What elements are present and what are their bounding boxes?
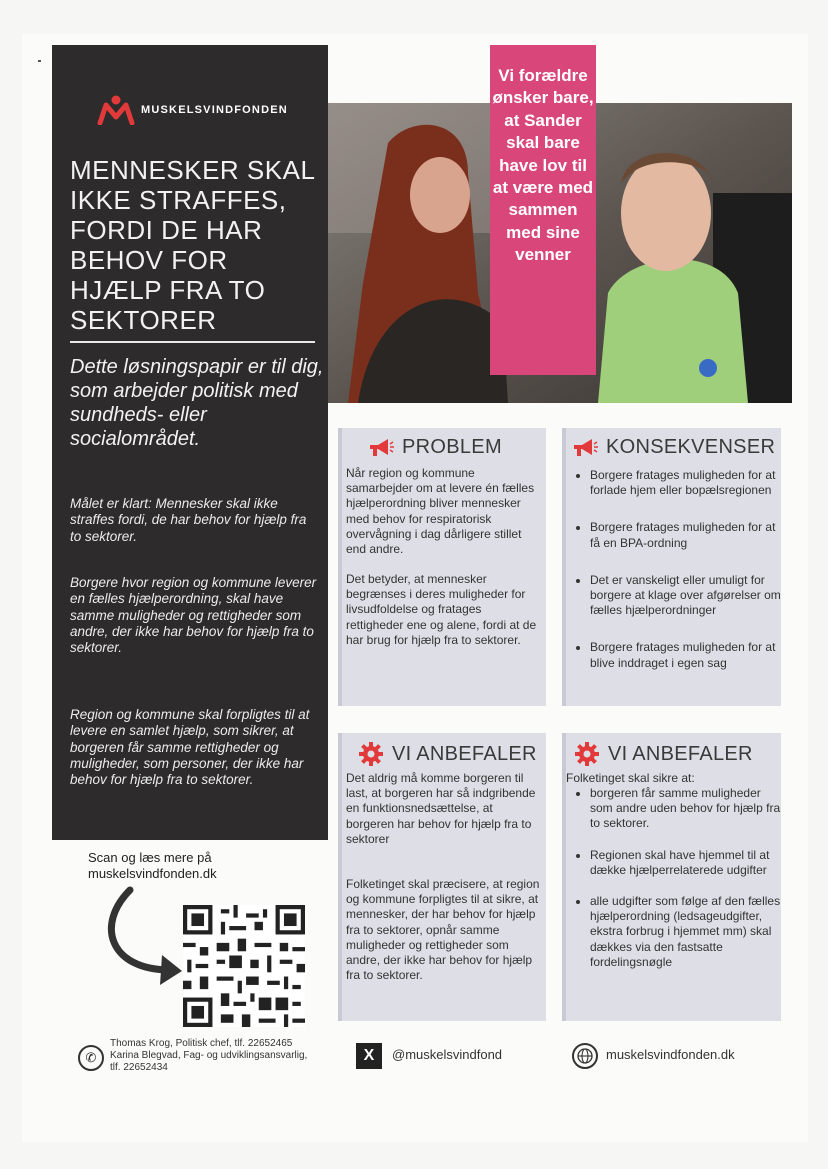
recommend-2-list [572, 786, 786, 970]
contact-line-2: Karina Blegvad, Fag- og udviklingsansvarlig, [110, 1050, 308, 1061]
phone-icon: ✆ [78, 1045, 104, 1071]
problem-title: PROBLEM [402, 436, 502, 458]
contact-line-1: Thomas Krog, Politisk chef, tlf. 22652465 [110, 1038, 293, 1049]
curved-arrow-icon [100, 885, 190, 995]
list-item: • borgeren får samme muligheder som andre uden behov for hjælp fra to sektorer. [590, 786, 786, 832]
contact-line-3: tlf. 22652434 [110, 1062, 168, 1073]
list-item: • Borgere fratages muligheden for at få en BPA-ordning [590, 520, 786, 550]
page-title: MENNESKER SKAL IKKE STRAFFES, FORDI DE HAR BEHOV FOR HJÆLP FRA TO SEKTORER [70, 155, 315, 335]
globe-icon [572, 1043, 598, 1069]
gear-icon [574, 741, 600, 767]
scan-prompt [88, 850, 217, 882]
recommend-title-2: VI ANBEFALER [608, 742, 753, 765]
list-item: • Borgere fratages muligheden for at blive inddraget i egen sag [590, 640, 786, 670]
goal-paragraph: Målet er klart: Mennesker skal ikke straffes fordi, de har behov for hjælp fra to sektorer. [70, 496, 307, 544]
recommend-heading-2 [574, 741, 753, 767]
megaphone-icon [572, 437, 598, 459]
citizens-paragraph: Borgere hvor region og kommune leverer en fælles hjælperordning, skal have samme muligheder og rettigheder som andre, der ikke har behov for hjælp fra to sektorer. [70, 575, 317, 656]
logo-mark-icon [97, 95, 135, 125]
megaphone-icon [368, 437, 394, 459]
region-paragraph: Region og kommune skal forpligtes til at levere en samlet hjælp, som sikrer, at borgeren får samme rettigheder og muligheder, som personer, der ikke har behov for hjælp fra to sektorer. [70, 707, 310, 788]
consequences-heading [572, 436, 775, 459]
recommend-2-lead: Folketinget skal sikre at: [566, 771, 695, 785]
intro-panel [52, 45, 328, 840]
problem-box [338, 428, 546, 706]
x-logo-icon[interactable]: X [356, 1043, 382, 1069]
recommend-box-1 [338, 733, 546, 1021]
website-link[interactable]: muskelsvindfonden.dk [606, 1047, 735, 1062]
list-item: • alle udgifter som følge af den fælles hjælperordning (ledsageudgifter, ekstra forbrug i hjemmet mm) skal dækkes via den fastsatte fordelingsnøgle [590, 894, 786, 970]
list-item: • Regionen skal have hjemmel til at dække hjælperrelaterede udgifter [590, 848, 786, 878]
consequences-list [572, 468, 786, 671]
x-handle[interactable]: @muskelsvindfond [392, 1047, 503, 1062]
problem-paragraph-1: Når region og kommune samarbejder om at levere én fælles hjælperordning bliver mennesker med behov for respiratorisk overvågning i dag dårligere stillet end andre. [346, 466, 535, 557]
list-item: • Borgere fratages muligheden for at forlade hjem eller bopælsregionen [590, 468, 786, 498]
problem-heading [368, 436, 502, 459]
problem-paragraph-2: Det betyder, at mennesker begrænses i deres muligheder for livsudfoldelse og fratages rettigheder ene og alene, fordi at de har brug for hjælp fra to sektorer. [346, 572, 537, 647]
recommend-1-paragraph-2: Folketinget skal præcisere, at region og kommune forpligtes til at sikre, at mennesker, der har behov for hjælp fra to sektorer, opnår samme muligheder og rettigheder som andre, der ikke har behov for hjælp fra to sektorer. [346, 877, 540, 983]
list-item: • Det er vanskeligt eller umuligt for borgere at klage over afgørelser om fælles hjælperordninger [590, 573, 786, 619]
speck [38, 60, 41, 62]
recommend-heading-1 [358, 741, 537, 767]
scan-url[interactable]: muskelsvindfonden.dk [88, 866, 217, 881]
consequences-title: KONSEKVENSER [606, 436, 776, 458]
contact-info [110, 1038, 307, 1074]
recommend-box-2 [562, 733, 781, 1021]
logo [97, 95, 288, 125]
intro-text: Dette løsningspapir er til dig, som arbejder politisk med sundheds- eller socialområdet. [70, 356, 324, 450]
recommend-title-1: VI ANBEFALER [392, 742, 537, 765]
quote-banner: Vi forældre ønsker bare, at Sander skal bare have lov til at være med sammen med sine venner [490, 45, 596, 375]
scan-line-1: Scan og læs mere på [88, 850, 212, 865]
divider [70, 341, 315, 343]
qr-code[interactable] [183, 905, 305, 1027]
recommend-1-paragraph-1: Det aldrig må komme borgeren til last, at borgeren har så indgribende en funktionsnedsættelse, at borgeren har behov for hjælp fra to sektorer [346, 771, 536, 846]
logo-text: MUSKELSVINDFONDEN [141, 104, 288, 116]
consequences-box [562, 428, 781, 706]
gear-icon [358, 741, 384, 767]
